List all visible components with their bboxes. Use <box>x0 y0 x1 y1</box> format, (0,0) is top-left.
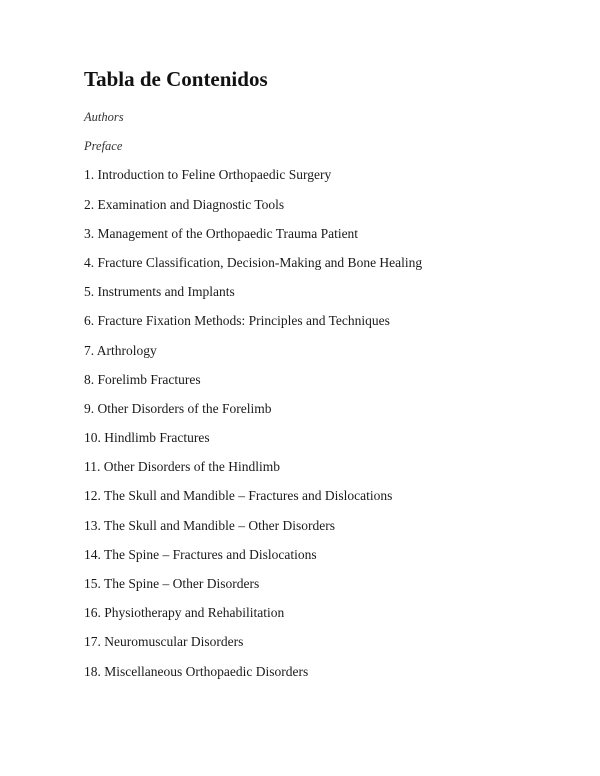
toc-item-preface <box>84 136 422 165</box>
toc-link-chapter-15[interactable]: 15. The Spine – Other Disorders <box>84 576 260 591</box>
toc-link-chapter-9[interactable]: 9. Other Disorders of the Forelimb <box>84 400 272 416</box>
toc-link-authors[interactable]: Authors <box>84 110 124 124</box>
toc-item-chapter-1 <box>84 165 422 194</box>
toc-item-chapter-11 <box>84 457 422 486</box>
toc-link-chapter-3[interactable]: 3. Management of the Orthopaedic Trauma Patient <box>84 225 359 241</box>
toc-item-chapter-2 <box>84 195 422 224</box>
toc-link-chapter-2[interactable]: 2. Examination and Diagnostic Tools <box>84 196 285 212</box>
toc-link-chapter-5[interactable]: 5. Instruments and Implants <box>84 284 235 300</box>
toc-item-chapter-15 <box>84 574 422 603</box>
toc-item-chapter-9 <box>84 399 422 428</box>
toc-link-chapter-1[interactable]: 1. Introduction to Feline Orthopaedic Surgery <box>84 167 332 183</box>
toc-item-chapter-17 <box>84 632 422 661</box>
toc-item-chapter-12 <box>84 486 422 515</box>
toc-link-chapter-11[interactable]: 11. Other Disorders of the Hindlimb <box>84 459 280 475</box>
toc-list <box>84 107 422 691</box>
toc-link-chapter-13[interactable]: 13. The Skull and Mandible – Other Disorders <box>84 517 335 533</box>
toc-item-chapter-13 <box>84 516 422 545</box>
toc-link-chapter-18[interactable]: 18. Miscellaneous Orthopaedic Disorders <box>84 663 309 679</box>
toc-item-chapter-10 <box>84 428 422 457</box>
toc-item-chapter-6 <box>84 311 422 340</box>
toc-link-chapter-4[interactable]: 4. Fracture Classification, Decision-Making and Bone Healing <box>84 254 423 270</box>
toc-item-chapter-18 <box>84 662 422 691</box>
toc-item-chapter-4 <box>84 253 422 282</box>
toc-item-authors <box>84 107 422 136</box>
toc-link-chapter-12[interactable]: 12. The Skull and Mandible – Fractures and Dislocations <box>84 488 393 504</box>
toc-title: Tabla de Contenidos <box>84 67 268 91</box>
toc-link-chapter-16[interactable]: 16. Physiotherapy and Rehabilitation <box>84 605 285 621</box>
toc-item-chapter-8 <box>84 370 422 399</box>
toc-link-chapter-14[interactable]: 14. The Spine – Fractures and Dislocations <box>84 546 317 562</box>
toc-item-chapter-7 <box>84 341 422 370</box>
toc-link-chapter-17[interactable]: 17. Neuromuscular Disorders <box>84 634 244 650</box>
toc-item-chapter-3 <box>84 224 422 253</box>
toc-link-chapter-7[interactable]: 7. Arthrology <box>84 342 157 358</box>
toc-item-chapter-16 <box>84 603 422 632</box>
toc-link-preface[interactable]: Preface <box>84 139 123 154</box>
toc-link-chapter-6[interactable]: 6. Fracture Fixation Methods: Principles and Techniques <box>84 313 390 329</box>
toc-link-chapter-8[interactable]: 8. Forelimb Fractures <box>84 371 201 387</box>
toc-item-chapter-14 <box>84 545 422 574</box>
toc-item-chapter-5 <box>84 282 422 311</box>
toc-link-chapter-10[interactable]: 10. Hindlimb Fractures <box>84 430 210 446</box>
